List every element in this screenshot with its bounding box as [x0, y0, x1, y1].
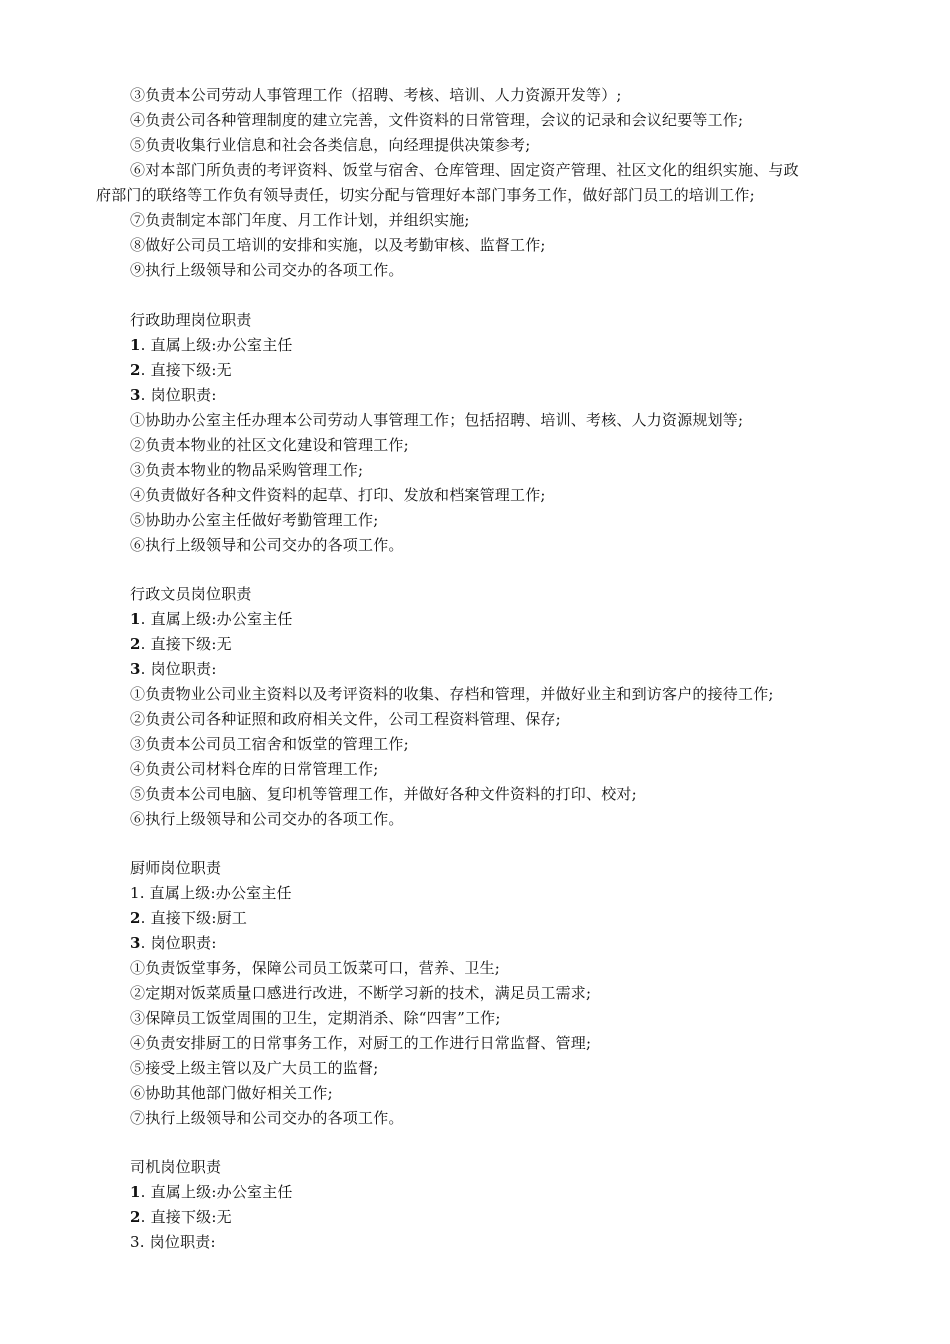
- section-title: 司机岗位职责: [130, 1158, 222, 1176]
- item-text: . 直属上级:办公室主任: [140, 1183, 293, 1201]
- section-item: [130, 1230, 216, 1254]
- item-number: 2: [130, 1208, 141, 1226]
- item-number: 1: [130, 336, 141, 354]
- section-item: [130, 333, 293, 357]
- item-number: 1: [130, 884, 140, 902]
- intro-duty-line: ⑥对本部门所负责的考评资料、饭堂与宿舍、仓库管理、固定资产管理、社区文化的组织实施、与政: [130, 161, 799, 179]
- intro-duty-line: ⑨执行上级领导和公司交办的各项工作。: [130, 261, 404, 279]
- duty-line: ③保障员工饭堂周围的卫生，定期消杀、除“四害”工作;: [130, 1009, 501, 1027]
- section-item: [130, 931, 217, 955]
- item-text: . 直接下级:无: [140, 361, 232, 379]
- intro-duty-line-continued: 府部门的联络等工作负有领导责任，切实分配与管理好本部门事务工作，做好部门员工的培训工作;: [96, 186, 755, 204]
- section-title: 行政文员岗位职责: [130, 585, 252, 603]
- duty-line: ①负责物业公司业主资料以及考评资料的收集、存档和管理，并做好业主和到访客户的接待工作;: [130, 685, 774, 703]
- section-item: [130, 881, 292, 905]
- duty-line: ⑤负责本公司电脑、复印机等管理工作，并做好各种文件资料的打印、校对;: [130, 785, 637, 803]
- section-item: [130, 657, 217, 681]
- intro-duty-line: ③负责本公司劳动人事管理工作（招聘、考核、培训、人力资源开发等）;: [130, 86, 622, 104]
- item-text: . 岗位职责:: [140, 386, 217, 404]
- section-title: 行政助理岗位职责: [130, 311, 252, 329]
- duty-line: ⑤协助办公室主任做好考勤管理工作;: [130, 511, 379, 529]
- section-item: [130, 358, 232, 382]
- item-number: 1: [130, 1183, 141, 1201]
- section-title: 厨师岗位职责: [130, 859, 222, 877]
- item-number: 2: [130, 361, 141, 379]
- item-text: . 直接下级:厨工: [140, 909, 248, 927]
- item-number: 3: [130, 1233, 140, 1251]
- duty-line: ④负责公司材料仓库的日常管理工作;: [130, 760, 379, 778]
- item-number: 2: [130, 909, 141, 927]
- intro-duty-line: ⑧做好公司员工培训的安排和实施，以及考勤审核、监督工作;: [130, 236, 546, 254]
- intro-duty-line: ⑤负责收集行业信息和社会各类信息，向经理提供决策参考;: [130, 136, 531, 154]
- item-number: 3: [130, 934, 141, 952]
- item-number: 1: [130, 610, 141, 628]
- duty-line: ⑥协助其他部门做好相关工作;: [130, 1084, 333, 1102]
- item-number: 3: [130, 660, 141, 678]
- duty-line: ⑤接受上级主管以及广大员工的监督;: [130, 1059, 379, 1077]
- section-item: [130, 1205, 232, 1229]
- section-item: [130, 632, 232, 656]
- duty-line: ⑥执行上级领导和公司交办的各项工作。: [130, 536, 404, 554]
- duty-line: ②定期对饭菜质量口感进行改进，不断学习新的技术，满足员工需求;: [130, 984, 592, 1002]
- item-text: . 直属上级:办公室主任: [139, 884, 292, 902]
- intro-duty-line: ⑦负责制定本部门年度、月工作计划，并组织实施;: [130, 211, 470, 229]
- item-text: . 直接下级:无: [140, 635, 232, 653]
- section-item: [130, 607, 293, 631]
- item-number: 2: [130, 635, 141, 653]
- duty-line: ④负责做好各种文件资料的起草、打印、发放和档案管理工作;: [130, 486, 546, 504]
- duty-line: ①负责饭堂事务，保障公司员工饭菜可口，营养、卫生;: [130, 959, 501, 977]
- duty-line: ③负责本物业的物品采购管理工作;: [130, 461, 364, 479]
- duty-line: ②负责本物业的社区文化建设和管理工作;: [130, 436, 409, 454]
- item-text: . 岗位职责:: [139, 1233, 216, 1251]
- duty-line: ③负责本公司员工宿舍和饭堂的管理工作;: [130, 735, 409, 753]
- duty-line: ⑥执行上级领导和公司交办的各项工作。: [130, 810, 404, 828]
- section-item: [130, 906, 247, 930]
- item-text: . 直属上级:办公室主任: [140, 336, 293, 354]
- duty-line: ①协助办公室主任办理本公司劳动人事管理工作；包括招聘、培训、考核、人力资源规划等;: [130, 411, 744, 429]
- intro-duty-line: ④负责公司各种管理制度的建立完善，文件资料的日常管理，会议的记录和会议纪要等工作;: [130, 111, 744, 129]
- item-text: . 直接下级:无: [140, 1208, 232, 1226]
- section-item: [130, 383, 217, 407]
- item-number: 3: [130, 386, 141, 404]
- duty-line: ⑦执行上级领导和公司交办的各项工作。: [130, 1109, 404, 1127]
- item-text: . 岗位职责:: [140, 660, 217, 678]
- item-text: . 直属上级:办公室主任: [140, 610, 293, 628]
- section-item: [130, 1180, 293, 1204]
- duty-line: ④负责安排厨工的日常事务工作，对厨工的工作进行日常监督、管理;: [130, 1034, 592, 1052]
- duty-line: ②负责公司各种证照和政府相关文件，公司工程资料管理、保存;: [130, 710, 561, 728]
- item-text: . 岗位职责:: [140, 934, 217, 952]
